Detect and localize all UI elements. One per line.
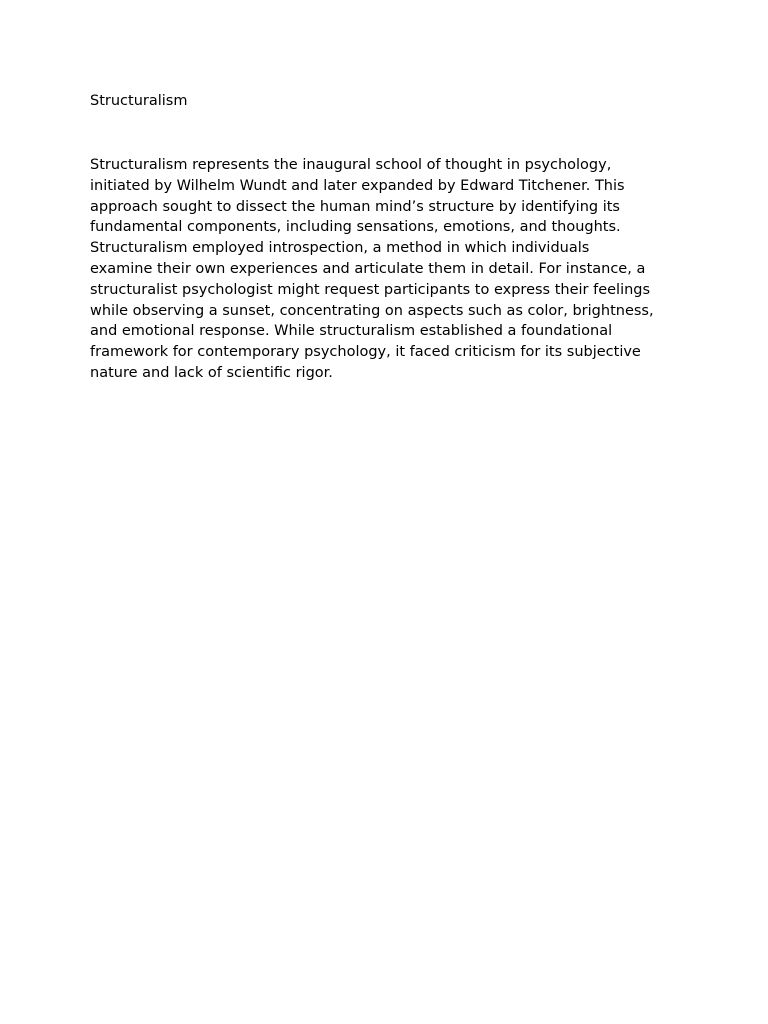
document-title: Structuralism — [90, 93, 188, 109]
paragraph-line: framework for contemporary psychology, it faced criticism for its subjective — [90, 344, 641, 361]
paragraph-line: and emotional response. While structuralism established a foundational — [90, 323, 613, 340]
paragraph-line: structuralist psychologist might request participants to express their feelings — [90, 281, 651, 298]
paragraph-line: Structuralism represents the inaugural school of thought in psychology, — [90, 157, 612, 173]
paragraph-line: while observing a sunset, concentrating on aspects such as color, brightness, — [90, 302, 654, 319]
paragraph-line: approach sought to dissect the human mind’s structure by identifying its — [90, 198, 620, 215]
paragraph-line: examine their own experiences and articulate them in detail. For instance, a — [90, 260, 646, 277]
paragraph-line: Structuralism employed introspection, a method in which individuals — [90, 240, 590, 257]
paragraph-line: initiated by Wilhelm Wundt and later expanded by Edward Titchener. This — [90, 177, 625, 194]
paragraph-line: fundamental components, including sensations, emotions, and thoughts. — [90, 219, 621, 236]
paragraph-line: nature and lack of scientific rigor. — [90, 364, 333, 381]
document-paragraph — [90, 155, 690, 384]
